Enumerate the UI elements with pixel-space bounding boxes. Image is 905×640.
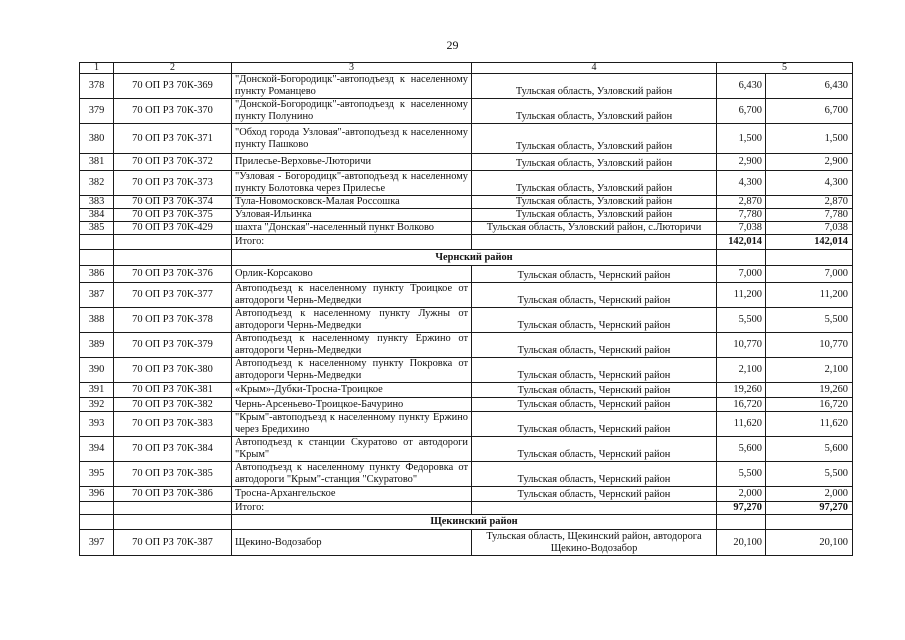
- road-length-total: 11,620: [766, 412, 853, 437]
- table-row: [80, 398, 853, 412]
- road-length-total: 7,038: [766, 222, 853, 235]
- section-empty-6: [766, 515, 853, 530]
- road-length: 6,430: [717, 74, 766, 99]
- road-name: "Донской-Богородицк"-автоподъезд к населенному пункту Романцево: [232, 74, 472, 99]
- road-location: Тульская область, Узловский район, с.Люторичи: [472, 222, 717, 235]
- road-length-total: 19,260: [766, 383, 853, 398]
- row-number: 386: [80, 266, 114, 283]
- road-length-total: 2,100: [766, 358, 853, 383]
- road-location: Тульская область, Узловский район: [472, 124, 717, 154]
- road-length-total: 2,900: [766, 154, 853, 171]
- table-row: [80, 171, 853, 196]
- road-name: Орлик-Корсаково: [232, 266, 472, 283]
- road-length: 19,260: [717, 383, 766, 398]
- road-code: 70 ОП РЗ 70К-380: [114, 358, 232, 383]
- road-location: Тульская область, Узловский район: [472, 154, 717, 171]
- road-code: 70 ОП РЗ 70К-376: [114, 266, 232, 283]
- table-row: [80, 99, 853, 124]
- row-number: 397: [80, 530, 114, 556]
- road-length: 1,500: [717, 124, 766, 154]
- road-length-total: 11,200: [766, 283, 853, 308]
- road-name: Узловая-Ильинка: [232, 209, 472, 222]
- road-location: Тульская область, Чернский район: [472, 437, 717, 462]
- section-empty-2: [114, 250, 232, 266]
- road-name: шахта "Донская"-населенный пункт Волково: [232, 222, 472, 235]
- road-name: Тула-Новомосковск-Малая Россошка: [232, 196, 472, 209]
- road-name: Автоподъезд к населенному пункту Ержино от автодороги Чернь-Медведки: [232, 333, 472, 358]
- road-location: Тульская область, Чернский район: [472, 412, 717, 437]
- road-length-total: 16,720: [766, 398, 853, 412]
- road-name: Щекино-Водозабор: [232, 530, 472, 556]
- road-name: Автоподъезд к станции Скуратово от автодороги "Крым": [232, 437, 472, 462]
- road-code: 70 ОП РЗ 70К-372: [114, 154, 232, 171]
- road-length: 11,200: [717, 283, 766, 308]
- road-code: 70 ОП РЗ 70К-382: [114, 398, 232, 412]
- row-number: 381: [80, 154, 114, 171]
- road-length: 7,780: [717, 209, 766, 222]
- road-length: 2,900: [717, 154, 766, 171]
- road-code: 70 ОП РЗ 70К-373: [114, 171, 232, 196]
- road-code: 70 ОП РЗ 70К-377: [114, 283, 232, 308]
- road-length: 2,100: [717, 358, 766, 383]
- road-length: 5,600: [717, 437, 766, 462]
- total-empty-4: [472, 235, 717, 250]
- row-number: 391: [80, 383, 114, 398]
- road-name: "Крым"-автоподъезд к населенному пункту Ержино через Бредихино: [232, 412, 472, 437]
- road-code: 70 ОП РЗ 70К-371: [114, 124, 232, 154]
- road-location: Тульская область, Узловский район: [472, 99, 717, 124]
- row-number: 387: [80, 283, 114, 308]
- row-number: 392: [80, 398, 114, 412]
- table-row: [80, 209, 853, 222]
- road-length: 7,038: [717, 222, 766, 235]
- total-value-all: 142,014: [766, 235, 853, 250]
- section-row: [80, 515, 853, 530]
- section-empty-5: [717, 515, 766, 530]
- total-empty-1: [80, 235, 114, 250]
- total-empty-2: [114, 235, 232, 250]
- road-location: Тульская область, Чернский район: [472, 308, 717, 333]
- road-code: 70 ОП РЗ 70К-375: [114, 209, 232, 222]
- road-length-total: 7,000: [766, 266, 853, 283]
- table-row: [80, 412, 853, 437]
- section-empty-2: [114, 515, 232, 530]
- road-code: 70 ОП РЗ 70К-381: [114, 383, 232, 398]
- road-code: 70 ОП РЗ 70К-370: [114, 99, 232, 124]
- road-name: Автоподъезд к населенному пункту Троицкое от автодороги Чернь-Медведки: [232, 283, 472, 308]
- road-name: Автоподъезд к населенному пункту Лужны от автодороги Чернь-Медведки: [232, 308, 472, 333]
- road-location: Тульская область, Чернский район: [472, 283, 717, 308]
- road-location: Тульская область, Узловский район: [472, 196, 717, 209]
- road-code: 70 ОП РЗ 70К-386: [114, 487, 232, 502]
- row-number: 389: [80, 333, 114, 358]
- row-number: 388: [80, 308, 114, 333]
- table-row: [80, 283, 853, 308]
- road-length-total: 2,870: [766, 196, 853, 209]
- section-empty-5: [717, 250, 766, 266]
- table-row: [80, 383, 853, 398]
- road-length: 4,300: [717, 171, 766, 196]
- header-col-1: 1: [80, 63, 114, 74]
- roads-table: [79, 62, 853, 556]
- header-col-2: 2: [114, 63, 232, 74]
- row-number: 383: [80, 196, 114, 209]
- road-length-total: 2,000: [766, 487, 853, 502]
- road-location: Тульская область, Чернский район: [472, 487, 717, 502]
- road-location: Тульская область, Чернский район: [472, 266, 717, 283]
- total-row: [80, 502, 853, 515]
- total-empty-2: [114, 502, 232, 515]
- road-length: 5,500: [717, 308, 766, 333]
- road-code: 70 ОП РЗ 70К-383: [114, 412, 232, 437]
- section-empty-6: [766, 250, 853, 266]
- row-number: 384: [80, 209, 114, 222]
- total-value: 142,014: [717, 235, 766, 250]
- table-row: [80, 462, 853, 487]
- table-row: [80, 196, 853, 209]
- table-row: [80, 222, 853, 235]
- row-number: 385: [80, 222, 114, 235]
- row-number: 378: [80, 74, 114, 99]
- road-location: Тульская область, Щекинский район, автодорога Щекино-Водозабор: [472, 530, 717, 556]
- row-number: 393: [80, 412, 114, 437]
- row-number: 382: [80, 171, 114, 196]
- table-row: [80, 333, 853, 358]
- header-col-3: 3: [232, 63, 472, 74]
- road-location: Тульская область, Чернский район: [472, 462, 717, 487]
- road-code: 70 ОП РЗ 70К-379: [114, 333, 232, 358]
- road-name: "Обход города Узловая"-автоподъезд к населенному пункту Пашково: [232, 124, 472, 154]
- section-empty-1: [80, 515, 114, 530]
- table-row: [80, 358, 853, 383]
- row-number: 396: [80, 487, 114, 502]
- road-length-total: 5,500: [766, 462, 853, 487]
- road-length: 2,000: [717, 487, 766, 502]
- road-location: Тульская область, Узловский район: [472, 209, 717, 222]
- road-length: 11,620: [717, 412, 766, 437]
- row-number: 394: [80, 437, 114, 462]
- table-row: [80, 154, 853, 171]
- road-name: Чернь-Арсеньево-Троицкое-Бачурино: [232, 398, 472, 412]
- road-location: Тульская область, Чернский район: [472, 333, 717, 358]
- table-row: [80, 266, 853, 283]
- page-number: 29: [446, 38, 459, 52]
- total-value-all: 97,270: [766, 502, 853, 515]
- road-length-total: 5,600: [766, 437, 853, 462]
- section-empty-1: [80, 250, 114, 266]
- table-row: [80, 487, 853, 502]
- road-length-total: 7,780: [766, 209, 853, 222]
- table-row: [80, 308, 853, 333]
- road-location: Тульская область, Чернский район: [472, 383, 717, 398]
- row-number: 390: [80, 358, 114, 383]
- road-length: 6,700: [717, 99, 766, 124]
- road-code: 70 ОП РЗ 70К-374: [114, 196, 232, 209]
- road-length: 16,720: [717, 398, 766, 412]
- row-number: 395: [80, 462, 114, 487]
- road-name: Прилесье-Верховье-Люторичи: [232, 154, 472, 171]
- road-length-total: 5,500: [766, 308, 853, 333]
- road-name: Автоподъезд к населенному пункту Федоровка от автодороги "Крым"-станция "Скуратово": [232, 462, 472, 487]
- road-length-total: 4,300: [766, 171, 853, 196]
- road-name: "Донской-Богородицк"-автоподъезд к населенному пункту Полунино: [232, 99, 472, 124]
- road-location: Тульская область, Узловский район: [472, 74, 717, 99]
- road-location: Тульская область, Чернский район: [472, 398, 717, 412]
- section-title: Чернский район: [232, 250, 717, 266]
- road-length: 10,770: [717, 333, 766, 358]
- road-location: Тульская область, Чернский район: [472, 358, 717, 383]
- section-row: [80, 250, 853, 266]
- total-label: Итого:: [232, 502, 472, 515]
- road-length: 7,000: [717, 266, 766, 283]
- total-empty-1: [80, 502, 114, 515]
- road-code: 70 ОП РЗ 70К-387: [114, 530, 232, 556]
- road-length-total: 6,700: [766, 99, 853, 124]
- road-code: 70 ОП РЗ 70К-429: [114, 222, 232, 235]
- table-row: [80, 124, 853, 154]
- row-number: 379: [80, 99, 114, 124]
- road-code: 70 ОП РЗ 70К-384: [114, 437, 232, 462]
- road-length-total: 1,500: [766, 124, 853, 154]
- road-code: 70 ОП РЗ 70К-385: [114, 462, 232, 487]
- road-name: Автоподъезд к населенному пункту Покровка от автодороги Чернь-Медведки: [232, 358, 472, 383]
- total-row: [80, 235, 853, 250]
- road-name: "Узловая - Богородицк"-автоподъезд к населенному пункту Болотовка через Прилесье: [232, 171, 472, 196]
- table-row: [80, 74, 853, 99]
- total-empty-4: [472, 502, 717, 515]
- road-length-total: 20,100: [766, 530, 853, 556]
- header-col-5: 5: [717, 63, 853, 74]
- road-length: 5,500: [717, 462, 766, 487]
- road-length: 2,870: [717, 196, 766, 209]
- road-name: Тросна-Архангельское: [232, 487, 472, 502]
- total-value: 97,270: [717, 502, 766, 515]
- road-code: 70 ОП РЗ 70К-378: [114, 308, 232, 333]
- road-length: 20,100: [717, 530, 766, 556]
- header-row: [80, 63, 853, 74]
- road-length-total: 6,430: [766, 74, 853, 99]
- road-length-total: 10,770: [766, 333, 853, 358]
- section-title: Щекинский район: [232, 515, 717, 530]
- header-col-4: 4: [472, 63, 717, 74]
- road-location: Тульская область, Узловский район: [472, 171, 717, 196]
- row-number: 380: [80, 124, 114, 154]
- road-code: 70 ОП РЗ 70К-369: [114, 74, 232, 99]
- total-label: Итого:: [232, 235, 472, 250]
- table-row: [80, 437, 853, 462]
- road-name: «Крым»-Дубки-Тросна-Троицкое: [232, 383, 472, 398]
- table-row: [80, 530, 853, 556]
